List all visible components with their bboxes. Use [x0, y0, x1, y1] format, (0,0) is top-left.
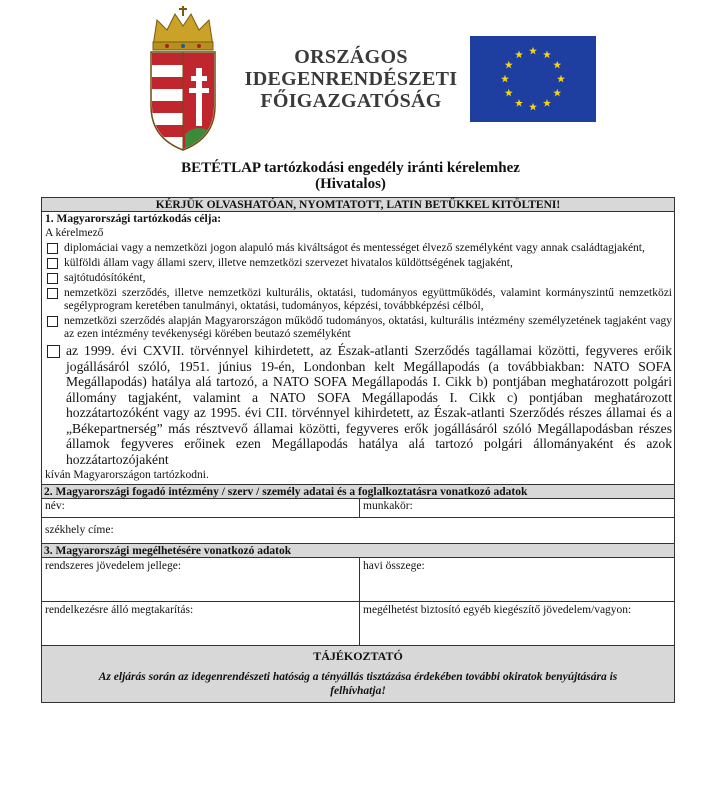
- checkbox-press[interactable]: [47, 273, 58, 284]
- savings-row: [42, 602, 674, 646]
- purpose-option-label: nemzetközi szerződés, illetve nemzetközi kulturális, oktatási, tudományos együttműködés, valamint kormányszintű nemzetközi segélyprogram keretében tanulmányi, oktatási, tudományos, képzési, továbbképzési célból,: [64, 287, 672, 312]
- purpose-option-nato-sofa: [45, 343, 672, 467]
- checkbox-study[interactable]: [47, 288, 58, 299]
- section-3-title: 3. Magyarországi megélhetésére vonatkozó adatok: [42, 544, 674, 558]
- section-1-intro: A kérelmező: [45, 227, 104, 239]
- savings-field[interactable]: rendelkezésre álló megtakarítás:: [42, 602, 360, 645]
- job-field[interactable]: munkakör:: [363, 500, 413, 512]
- form-title-main: BETÉTLAP tartózkodási engedély iránti kérelemhez: [181, 160, 520, 176]
- section-1-title: 1. Magyarországi tartózkodás célja:: [45, 213, 222, 225]
- monthly-amount-field[interactable]: havi összege:: [363, 560, 425, 572]
- agency-name-line-2: IDEGENRENDÉSZETI: [244, 68, 458, 90]
- purpose-option-label: diplomáciai vagy a nemzetközi jogon alapuló más kiváltságot és mentességet élvező személyként vagy annak családtagjaként,: [64, 242, 645, 254]
- agency-name: [236, 46, 466, 112]
- income-type-field[interactable]: rendszeres jövedelem jellege:: [42, 558, 360, 601]
- checkbox-nato-sofa[interactable]: [47, 345, 60, 358]
- checkbox-delegation[interactable]: [47, 258, 58, 269]
- purpose-option-label: külföldi állam vagy állami szerv, illetve nemzetközi szervezet hivatalos küldöttségének tagjaként,: [64, 257, 513, 269]
- purpose-option-study: [45, 287, 672, 313]
- purpose-option-label: nemzetközi szerződés alapján Magyarországon működő tudományos, oktatási, kulturális intézmény személyzetének tagjaként vagy az ezen intézmény tevékenységi körében beutazó személyként: [64, 315, 672, 340]
- agency-name-line-1: ORSZÁGOS: [294, 46, 408, 68]
- other-income-field[interactable]: megélhetést biztosító egyéb kiegészítő jövedelem/vagyon:: [363, 604, 632, 616]
- purpose-option-press: [45, 272, 672, 285]
- eu-flag-icon: [470, 36, 596, 122]
- notice-text-line-2: felhívhatja!: [330, 685, 386, 697]
- income-row: [42, 558, 674, 602]
- purpose-option-label: az 1999. évi CXVII. törvénnyel kihirdetett, az Észak-atlanti Szerződés tagállamai közötti, fegyveres erőik jogállásáról szóló, 1951. június 19-én, Londonban kelt Megállapodás (a továbbiakban: NATO SOFA Megállapodás) hatálya alá tartozó, a NATO SOFA Megállapodás I. Cikk b) pontjában meghatározott polgári állomány tagjaként, valamint a NATO SOFA Megállapodás I. Cikk c) pontjában meghatározott hozzátartozóként vagy az 1995. évi CII. törvénnyel kihirdetett, az Észak-atlanti Szerződés részes államai és a „Békepartnerség” más résztvevő államai közötti, fegyveres erők jogállásáról szóló Megállapodásban részes államok fegyveres erőinek ezen Megállapodás hatálya alá tartozó polgári állományaként és azok hozzátartozójaként: [66, 343, 672, 467]
- agency-name-line-3: FŐIGAZGATÓSÁG: [260, 90, 442, 112]
- form-title-sub: (Hivatalos): [315, 176, 386, 192]
- purpose-option-delegation: [45, 257, 672, 270]
- form-title: [0, 160, 701, 192]
- seat-address-field[interactable]: székhely címe:: [42, 518, 674, 544]
- checkbox-institution-staff[interactable]: [47, 316, 58, 327]
- section-1-outro: kíván Magyarországon tartózkodni.: [45, 469, 209, 481]
- section-2-title: 2. Magyarországi fogadó intézmény / szerv / személy adatai és a foglalkoztatásra vonatkozó adatok: [42, 485, 674, 499]
- coat-of-arms-icon: [147, 6, 219, 152]
- application-form: [41, 197, 675, 703]
- purpose-option-diplomatic: [45, 242, 672, 255]
- notice-box: [42, 646, 674, 702]
- purpose-option-label: sajtótudósítóként,: [64, 272, 146, 284]
- section-stay-purpose: [42, 212, 674, 485]
- purpose-option-institution-staff: [45, 315, 672, 341]
- notice-text-line-1: Az eljárás során az idegenrendészeti hatóság a tényállás tisztázása érdekében további okiratok benyújtására is: [98, 671, 618, 683]
- instruction-banner: KÉRJÜK OLVASHATÓAN, NYOMTATOTT, LATIN BETŰKKEL KITÖLTENI!: [42, 198, 674, 212]
- notice-title: TÁJÉKOZTATÓ: [313, 649, 403, 663]
- host-name-row: [42, 499, 674, 518]
- checkbox-diplomatic[interactable]: [47, 243, 58, 254]
- host-name-field[interactable]: név:: [42, 499, 360, 517]
